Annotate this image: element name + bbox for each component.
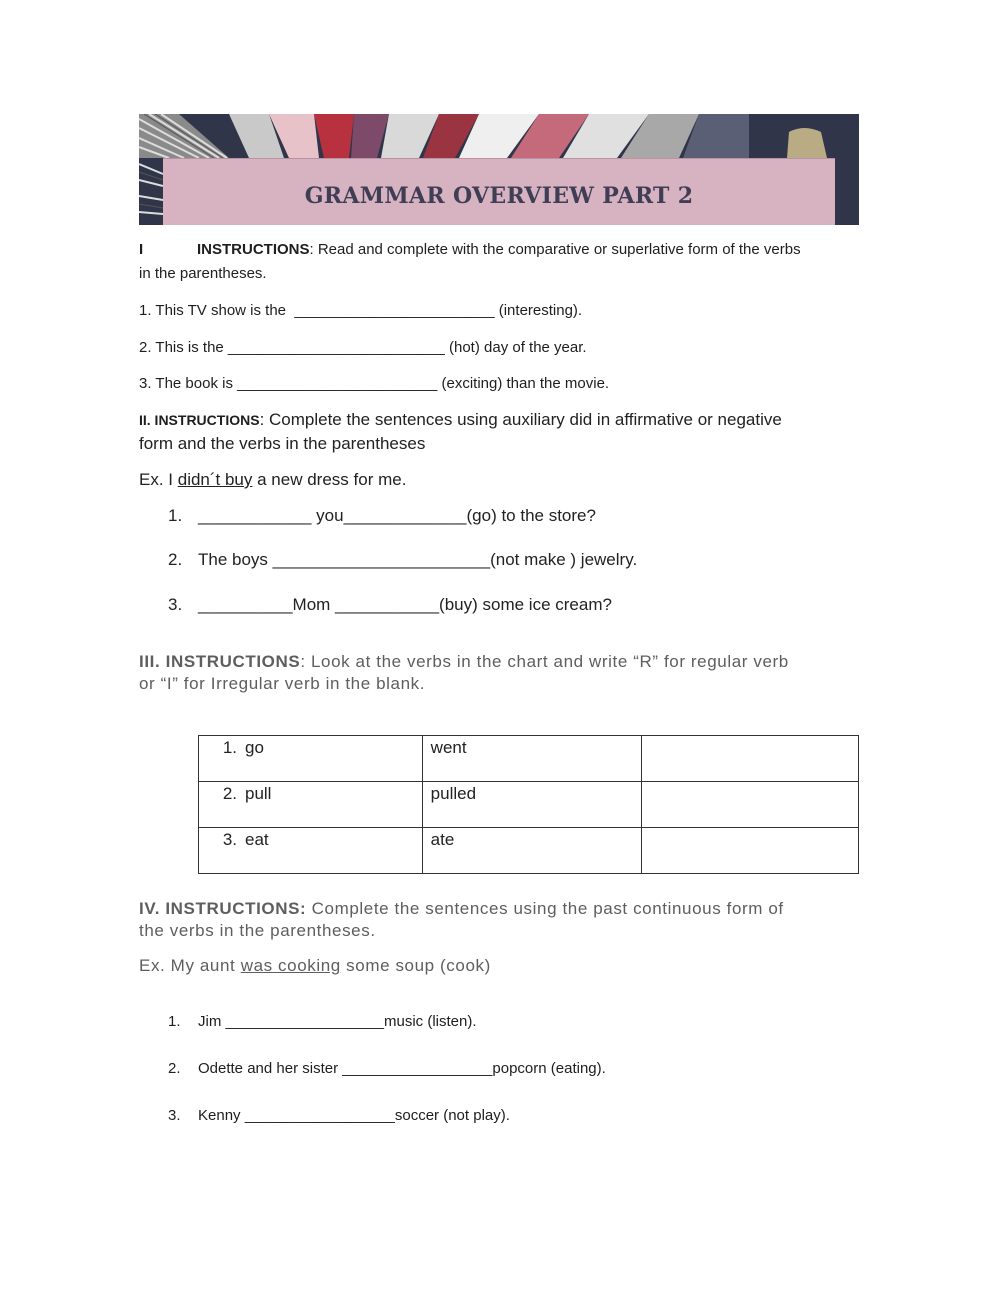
page-title: GRAMMAR OVERVIEW PART 2 — [304, 183, 694, 209]
section4-item-number: 2. — [168, 1060, 181, 1077]
section1-item-2: 2. This is the __________________________ (hot) day of the year. — [139, 339, 587, 356]
table-row — [199, 736, 859, 782]
section4-example-suffix: some soup (cook) — [340, 956, 491, 975]
verb-base-cell — [199, 782, 423, 828]
section1-text-line2: in the parentheses. — [139, 265, 267, 282]
section2-item-number: 2. — [168, 550, 183, 569]
row-number: 3. — [222, 830, 237, 849]
section2-item-3 — [168, 595, 612, 615]
section2-item-number: 1. — [168, 506, 183, 525]
section4-item-text: Odette and her sister __________________popcorn (eating). — [198, 1060, 606, 1077]
section4-example-answer: was cooking — [240, 956, 341, 975]
section2-instructions — [139, 410, 869, 458]
section2-example-answer: didn´t buy — [177, 470, 253, 489]
section1-text-line1: : Read and complete with the comparative or superlative form of the verbs — [309, 241, 801, 258]
section1-label: INSTRUCTIONS — [197, 241, 310, 258]
verb-base: eat — [245, 830, 269, 849]
header-banner — [139, 114, 859, 225]
answer-cell[interactable] — [642, 782, 859, 828]
section3-label: III. INSTRUCTIONS — [139, 652, 301, 671]
section2-example-suffix: a new dress for me. — [252, 470, 407, 489]
section1-item-3: 3. The book is ________________________ (exciting) than the movie. — [139, 375, 610, 392]
section3-text-line1: : Look at the verbs in the chart and write “R” for regular verb — [300, 652, 789, 671]
section4-text-line1: Complete the sentences using the past continuous form of — [306, 899, 784, 918]
row-number: 2. — [222, 784, 237, 803]
section4-item-3 — [168, 1107, 510, 1124]
verb-base-cell — [199, 736, 423, 782]
verb-base-cell — [199, 828, 423, 874]
table-row — [199, 782, 859, 828]
verb-past-cell: ate — [422, 828, 642, 874]
section4-text-line2: the verbs in the parentheses. — [139, 921, 376, 940]
verb-base: go — [245, 738, 264, 757]
section2-item-text: The boys _______________________(not make ) jewelry. — [198, 550, 638, 569]
section2-item-2 — [168, 550, 637, 570]
section2-item-text: __________Mom ___________(buy) some ice cream? — [198, 595, 612, 614]
section2-example-prefix: Ex. I — [139, 470, 178, 489]
section1-item-1: 1. This TV show is the ________________________ (interesting). — [139, 302, 583, 319]
section2-text-line2: form and the verbs in the parentheses — [139, 434, 426, 453]
section3-text-line2: or “I” for Irregular verb in the blank. — [139, 674, 426, 693]
section2-text-line1: : Complete the sentences using auxiliary did in affirmative or negative — [259, 410, 782, 429]
section4-label: IV. INSTRUCTIONS: — [139, 899, 307, 918]
verb-past-cell: went — [422, 736, 642, 782]
section4-item-2 — [168, 1060, 606, 1077]
verb-chart — [198, 735, 859, 874]
section2-example — [139, 470, 406, 490]
section1-instructions — [139, 241, 869, 289]
section4-item-number: 3. — [168, 1107, 181, 1124]
verb-base: pull — [245, 784, 272, 803]
section3-instructions — [139, 652, 869, 696]
row-number: 1. — [222, 738, 237, 757]
verb-past-cell: pulled — [422, 782, 642, 828]
answer-cell[interactable] — [642, 736, 859, 782]
section4-item-number: 1. — [168, 1013, 181, 1030]
section2-item-text: ____________ you_____________(go) to the store? — [198, 506, 596, 525]
table-row — [199, 828, 859, 874]
section1-numeral: I — [139, 241, 144, 258]
section4-item-1 — [168, 1013, 477, 1030]
section4-item-text: Kenny __________________soccer (not play). — [198, 1107, 510, 1124]
section2-item-1 — [168, 506, 596, 526]
section2-label: II. INSTRUCTIONS — [139, 412, 260, 428]
section4-instructions — [139, 899, 869, 943]
answer-cell[interactable] — [642, 828, 859, 874]
section2-item-number: 3. — [168, 595, 183, 614]
section4-example-prefix: Ex. My aunt — [139, 956, 241, 975]
section4-item-text: Jim ___________________music (listen). — [198, 1013, 477, 1030]
section4-example — [139, 956, 491, 976]
banner-title-box — [163, 158, 835, 225]
